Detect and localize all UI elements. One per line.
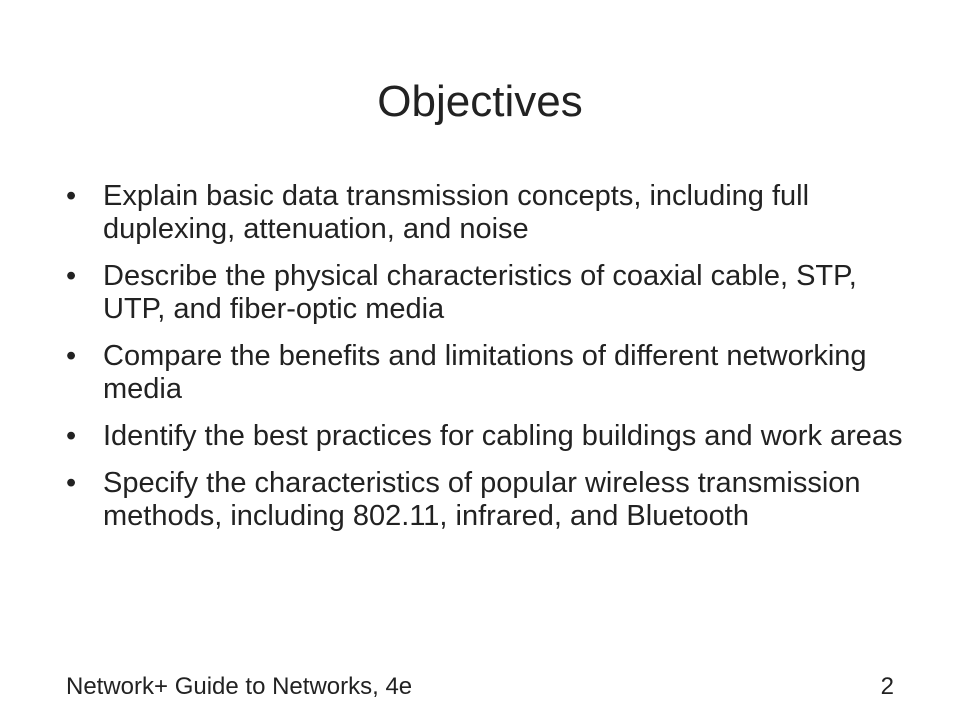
bullet-icon: • (66, 340, 77, 372)
footer-source: Network+ Guide to Networks, 4e (66, 673, 413, 700)
bullet-icon: • (66, 467, 77, 499)
bullet-text: Explain basic data transmission concepts, including full duplexing, attenuation, and noise (103, 180, 810, 245)
bullet-text: Identify the best practices for cabling buildings and work areas (103, 420, 903, 452)
list-item (66, 260, 906, 326)
list-item (66, 340, 906, 406)
bullet-text: Compare the benefits and limitations of different networking media (103, 340, 867, 405)
bullet-text: Specify the characteristics of popular wireless transmission methods, including 802.11, infrared, and Bluetooth (103, 467, 861, 532)
list-item (66, 467, 906, 533)
bullet-text: Describe the physical characteristics of coaxial cable, STP, UTP, and fiber-optic media (103, 260, 857, 325)
objectives-list (66, 180, 906, 547)
list-item (66, 180, 906, 246)
bullet-icon: • (66, 420, 77, 452)
bullet-icon: • (66, 260, 77, 292)
list-item (66, 420, 906, 453)
slide-title: Objectives (377, 77, 583, 126)
bullet-icon: • (66, 180, 77, 212)
page-number: 2 (880, 673, 894, 700)
